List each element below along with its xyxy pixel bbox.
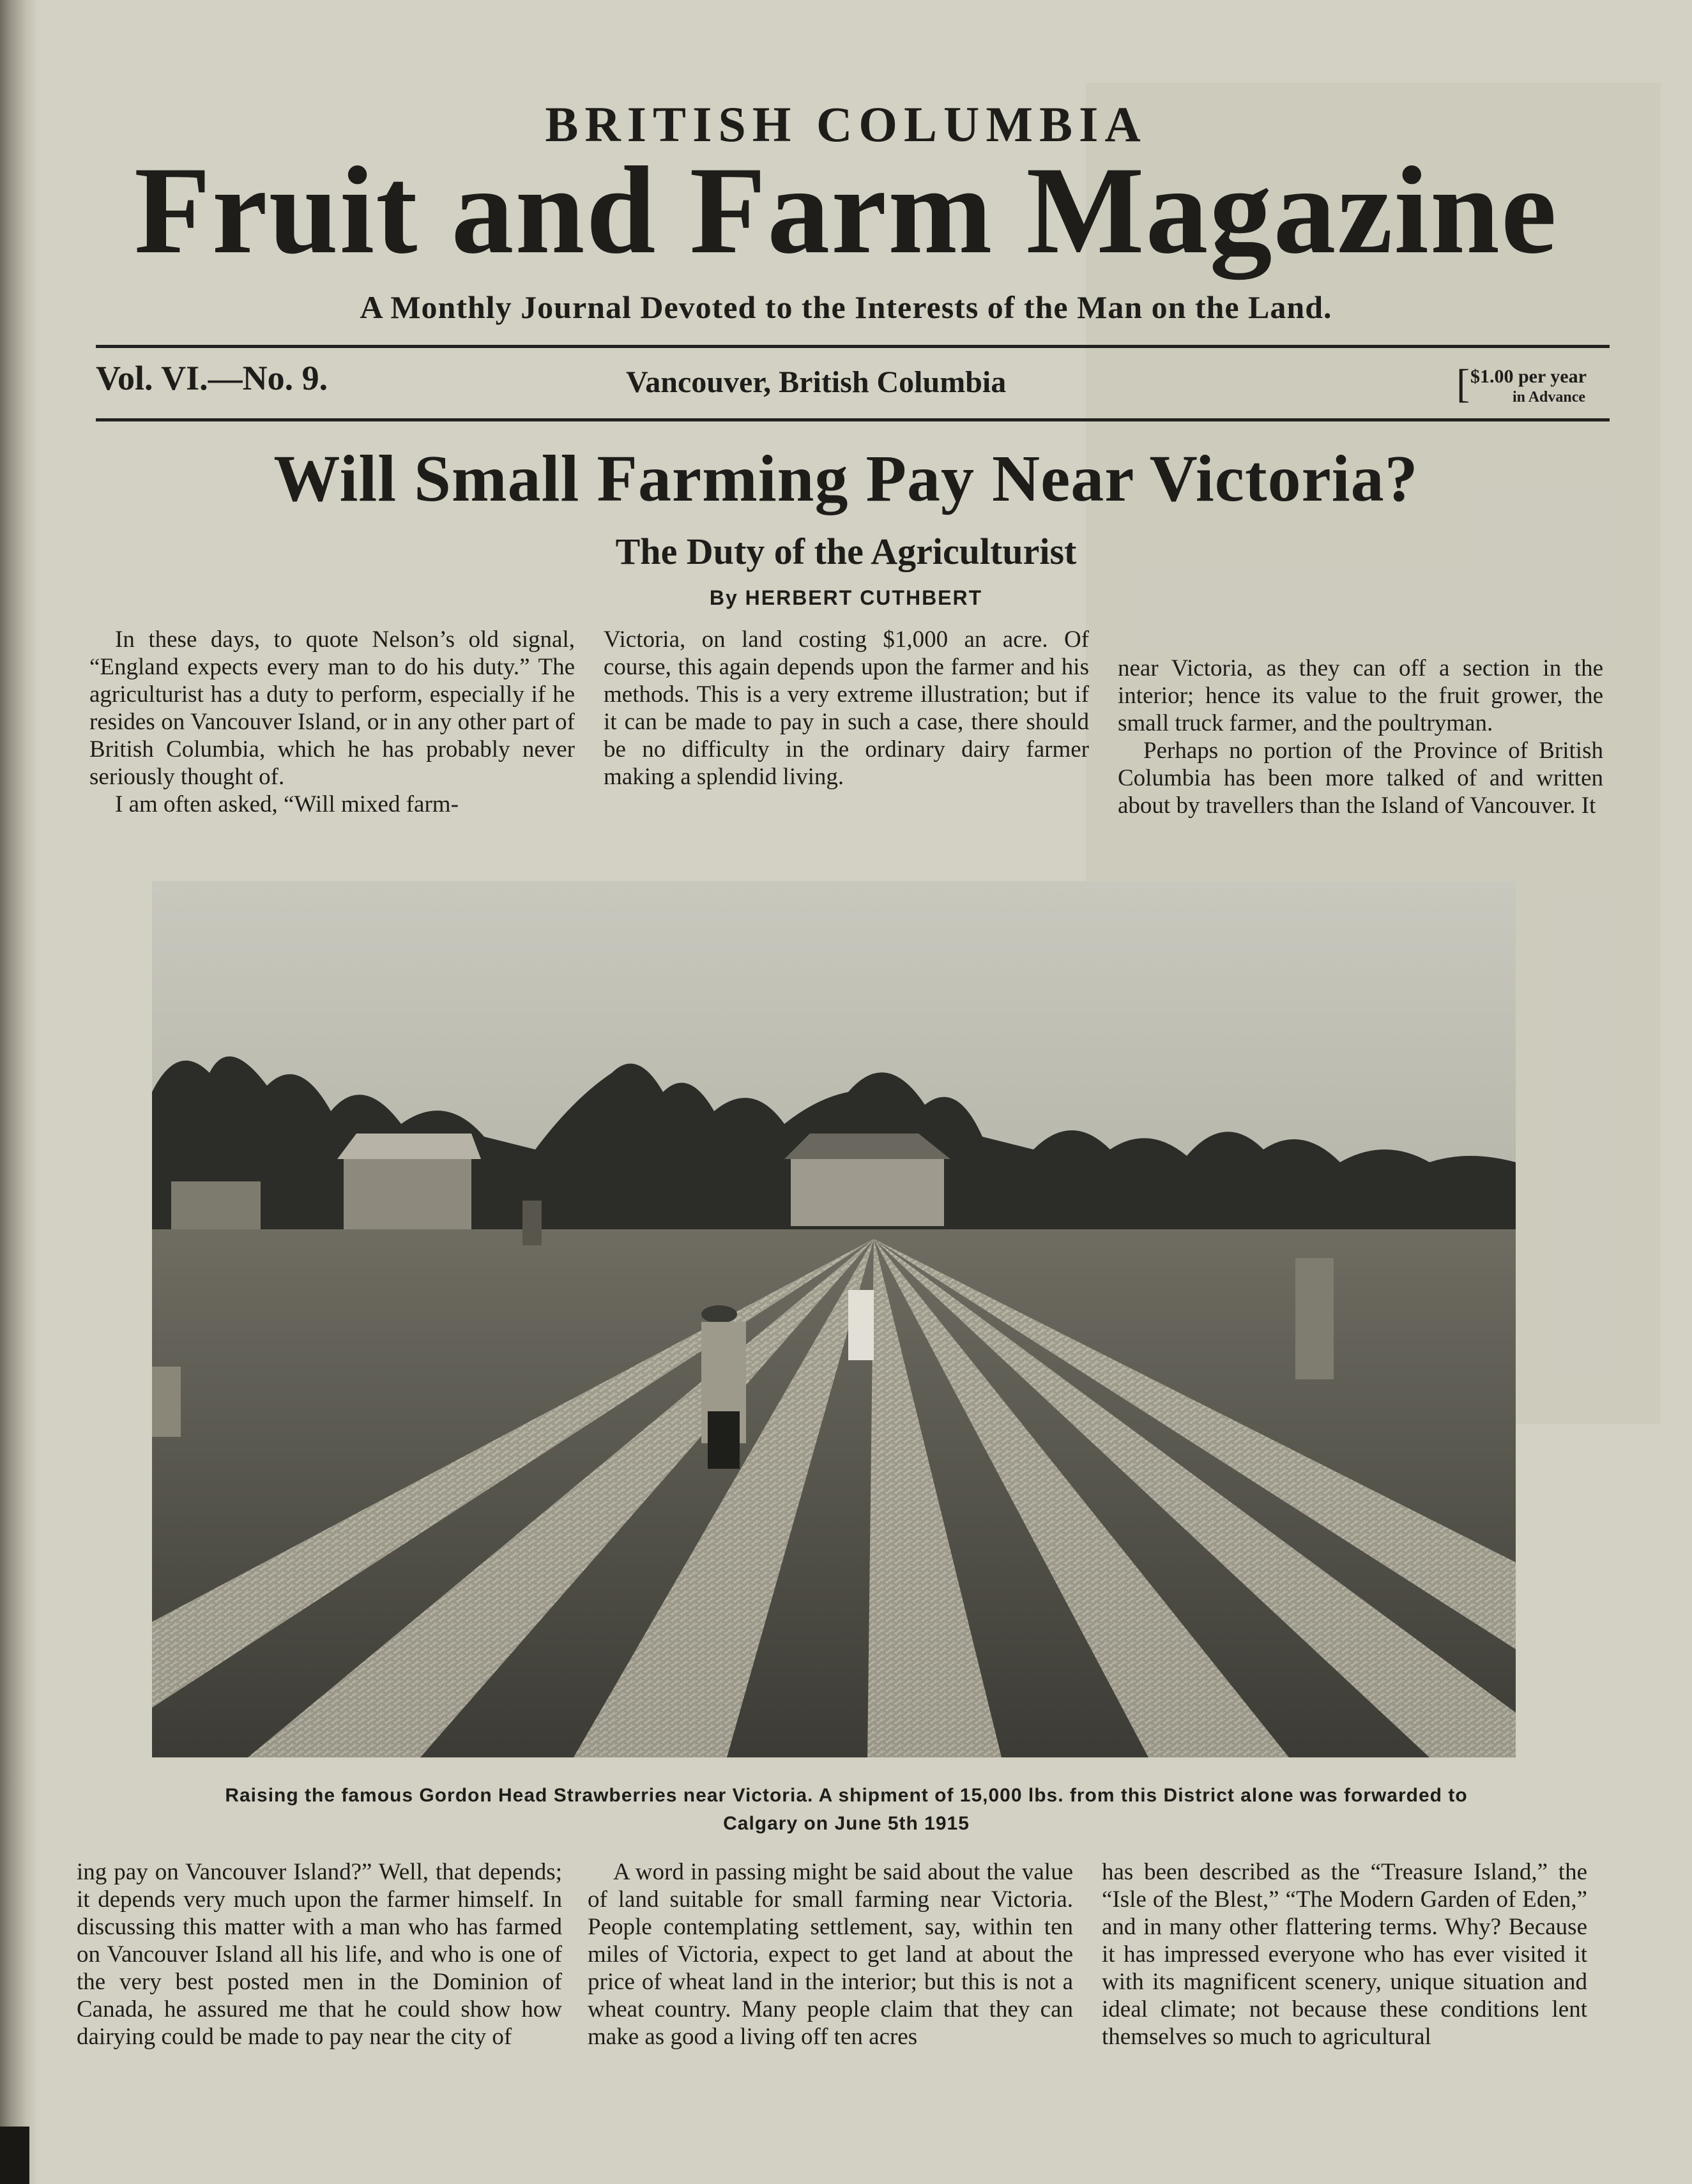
photo-caption: Raising the famous Gordon Head Strawberries near Victoria. A shipment of 15,000 lbs. from this District alone was forwarded to Calgary on June 5th 1915 (225, 1785, 1468, 1834)
text-column-bottom-3 (1102, 1858, 1587, 2114)
issue-location: Vancouver, British Columbia (626, 365, 1007, 399)
strawberry-field-photo (152, 881, 1516, 1757)
issue-price: $1.00 per year (1470, 366, 1587, 387)
paragraph: In these days, to quote Nelson’s old signal, “England expects every man to do his duty.” The agriculturist has a duty to perform, especially if he resides on Vancouver Island, or in any other part of British Columbia, which he has probably never seriously thought of. (89, 626, 575, 790)
price-bracket-icon: [ (1456, 361, 1470, 406)
article-byline: By HERBERT CUTHBERT (709, 586, 983, 609)
paragraph: Perhaps no portion of the Province of British Columbia has been more talked of and written about by travellers than the Island of Vancouver. It (1118, 738, 1603, 819)
masthead-supertitle: BRITISH COLUMBIA (545, 96, 1147, 152)
paragraph: ing pay on Vancouver Island?” Well, that depends; it depends very much upon the farmer himself. In discussing this matter with a man who has farmed on Vancouver Island all his life, and who is one of the very best posted men in the Dominion of Canada, he assured me that he could show how dairying could be made to pay near the city of (77, 1859, 562, 2050)
text-column-bottom-2 (588, 1858, 1073, 2114)
masthead-rule-top (96, 345, 1610, 348)
text-column-top-2 (604, 626, 1089, 856)
binding-edge (0, 2127, 29, 2184)
masthead-tagline: A Monthly Journal Devoted to the Interests of the Man on the Land. (360, 289, 1332, 325)
issue-price-note: in Advance (1513, 389, 1586, 406)
masthead-title: Fruit and Farm Magazine (134, 141, 1558, 280)
paragraph: Victoria, on land costing $1,000 an acre. Of course, this again depends upon the farmer and his methods. This is a very extreme illustration; but if it can be made to pay in such a case, there should be no difficulty in the ordinary dairy farmer making a splendid living. (604, 626, 1089, 790)
text-column-top-1 (89, 626, 575, 856)
masthead-rule-bottom (96, 418, 1610, 421)
paragraph: A word in passing might be said about the value of land suitable for small farming near Victoria. People contemplating settlement, say, within ten miles of Victoria, expect to get land at about the price of wheat land in the interior; but this is not a wheat country. Many people claim that they can make as good a living off ten acres (588, 1859, 1073, 2050)
binding-shadow (0, 0, 38, 2184)
issue-volume: Vol. VI.—No. 9. (96, 359, 328, 397)
text-column-bottom-1 (77, 1858, 562, 2114)
paragraph: I am often asked, “Will mixed farm- (115, 791, 459, 817)
article-subheadline: The Duty of the Agriculturist (615, 531, 1077, 572)
article-headline: Will Small Farming Pay Near Victoria? (273, 442, 1419, 515)
paragraph: has been described as the “Treasure Island,” the “Isle of the Blest,” “The Modern Garden of Eden,” and in many other flattering terms. Why? Because it has impressed everyone who has ever visited it with its magnificent scenery, unique situation and ideal climate; not because these conditions lent themselves so much to agricultural (1102, 1859, 1587, 2050)
price-block (1456, 363, 1616, 408)
text-column-top-3 (1118, 655, 1603, 859)
paragraph: near Victoria, as they can off a section in the interior; hence its value to the fruit grower, the small truck farmer, and the poultryman. (1118, 655, 1603, 736)
issue-bar (96, 354, 1616, 412)
